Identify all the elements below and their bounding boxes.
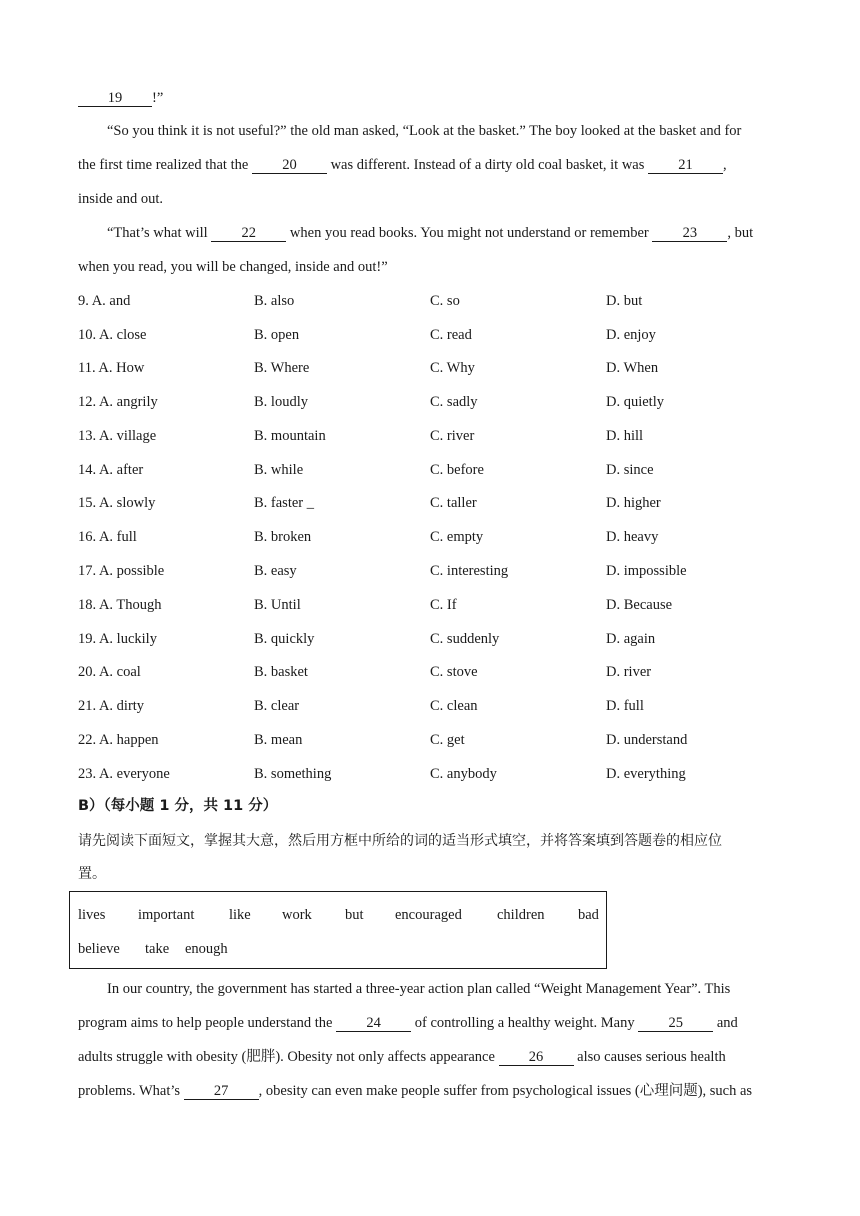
option-c: C. sadly [430, 394, 478, 410]
option-c: C. If [430, 597, 457, 613]
option-a: 21. A. dirty [78, 698, 145, 714]
passage-line: problems. What’s 27 , obesity can even make people suffer from psychological issues (心理问题), such as [78, 1083, 753, 1099]
option-c: C. clean [430, 698, 478, 714]
option-c: C. stove [430, 664, 478, 680]
option-c: C. river [430, 428, 475, 444]
option-c: C. empty [430, 529, 484, 545]
word-bank-item: work [282, 907, 312, 923]
word-bank-item: enough [185, 941, 228, 957]
option-a: 11. A. How [78, 360, 145, 376]
option-c: C. suddenly [430, 631, 500, 647]
option-d: D. quietly [606, 394, 664, 410]
option-b: B. something [254, 766, 332, 782]
option-a: 9. A. and [78, 293, 131, 309]
option-d: D. but [606, 293, 643, 309]
passage-line: when you read, you will be changed, inside and out!” [78, 259, 388, 275]
word-bank-item: like [229, 907, 251, 923]
option-b: B. mountain [254, 428, 326, 444]
option-a: 12. A. angrily [78, 394, 158, 410]
instruction-line: 请先阅读下面短文，掌握其大意，然后用方框中所给的词的适当形式填空，并将答案填到答题卷的相应位 [78, 833, 722, 849]
option-b: B. while [254, 462, 304, 478]
blank-24: 24 [336, 1015, 411, 1032]
option-a: 18. A. Though [78, 597, 162, 613]
passage-line: “That’s what will 22 when you read books. You might not understand or remember 23 , but [107, 225, 754, 241]
word-bank-item: important [138, 907, 195, 923]
passage-line: “So you think it is not useful?” the old man asked, “Look at the basket.” The boy looked at the basket and for [107, 123, 742, 139]
option-b: B. basket [254, 664, 308, 680]
option-c: C. Why [430, 360, 475, 376]
word-bank-item: take [145, 941, 170, 957]
option-a: 16. A. full [78, 529, 137, 545]
option-d: D. everything [606, 766, 686, 782]
option-a: 20. A. coal [78, 664, 141, 680]
option-b: B. clear [254, 698, 300, 714]
passage-line-19: 19 !” [78, 88, 163, 108]
option-b: B. open [254, 327, 300, 343]
blank-19: 19 [78, 90, 152, 107]
option-a: 19. A. luckily [78, 631, 157, 647]
option-d: D. hill [606, 428, 644, 444]
option-a: 23. A. everyone [78, 766, 170, 782]
option-a: 13. A. village [78, 428, 157, 444]
option-d: D. understand [606, 732, 688, 748]
option-c: C. taller [430, 495, 477, 511]
option-d: D. heavy [606, 529, 659, 545]
option-c: C. read [430, 327, 472, 343]
word-bank-item: children [497, 907, 545, 923]
passage-line: adults struggle with obesity (肥胖). Obesity not only affects appearance 26 also causes serious health [78, 1049, 726, 1065]
option-c: C. anybody [430, 766, 497, 782]
blank-23: 23 [652, 225, 727, 242]
option-b: B. also [254, 293, 295, 309]
instruction-line: 置。 [78, 866, 106, 882]
option-d: D. enjoy [606, 327, 656, 343]
word-bank-item: bad [578, 907, 599, 923]
option-d: D. impossible [606, 563, 687, 579]
option-c: C. interesting [430, 563, 509, 579]
option-b: B. broken [254, 529, 312, 545]
blank-25: 25 [638, 1015, 713, 1032]
blank-27: 27 [184, 1083, 259, 1100]
option-a: 14. A. after [78, 462, 144, 478]
word-bank-item: but [345, 907, 364, 923]
option-d: D. again [606, 631, 656, 647]
option-b: B. Where [254, 360, 310, 376]
option-c: C. so [430, 293, 460, 309]
word-bank-box [69, 891, 607, 969]
word-bank-item: lives [78, 907, 106, 923]
option-d: D. river [606, 664, 652, 680]
option-b: B. faster _ [254, 495, 314, 511]
blank-21: 21 [648, 157, 723, 174]
blank-22: 22 [211, 225, 286, 242]
passage-line: In our country, the government has started a three-year action plan called “Weight Management Year”. This [107, 981, 731, 997]
option-b: B. Until [254, 597, 301, 613]
blank-20: 20 [252, 157, 327, 174]
option-b: B. loudly [254, 394, 308, 410]
option-d: D. full [606, 698, 644, 714]
blank-26: 26 [499, 1049, 574, 1066]
option-b: B. mean [254, 732, 303, 748]
option-a: 10. A. close [78, 327, 147, 343]
option-a: 15. A. slowly [78, 495, 156, 511]
option-d: D. Because [606, 597, 673, 613]
option-c: C. get [430, 732, 465, 748]
option-d: D. When [606, 360, 659, 376]
option-c: C. before [430, 462, 484, 478]
option-d: D. higher [606, 495, 661, 511]
section-heading: B）（每小题 1 分，共 11 分） [78, 798, 278, 814]
option-a: 22. A. happen [78, 732, 159, 748]
option-b: B. easy [254, 563, 297, 579]
word-bank-item: encouraged [395, 907, 462, 923]
word-bank-item: believe [78, 941, 120, 957]
option-a: 17. A. possible [78, 563, 165, 579]
passage-line: the first time realized that the 20 was different. Instead of a dirty old coal basket, it was 21 , [78, 157, 727, 173]
option-b: B. quickly [254, 631, 315, 647]
passage-line: inside and out. [78, 191, 163, 207]
option-d: D. since [606, 462, 654, 478]
passage-line: program aims to help people understand the 24 of controlling a healthy weight. Many 25 and [78, 1015, 738, 1031]
